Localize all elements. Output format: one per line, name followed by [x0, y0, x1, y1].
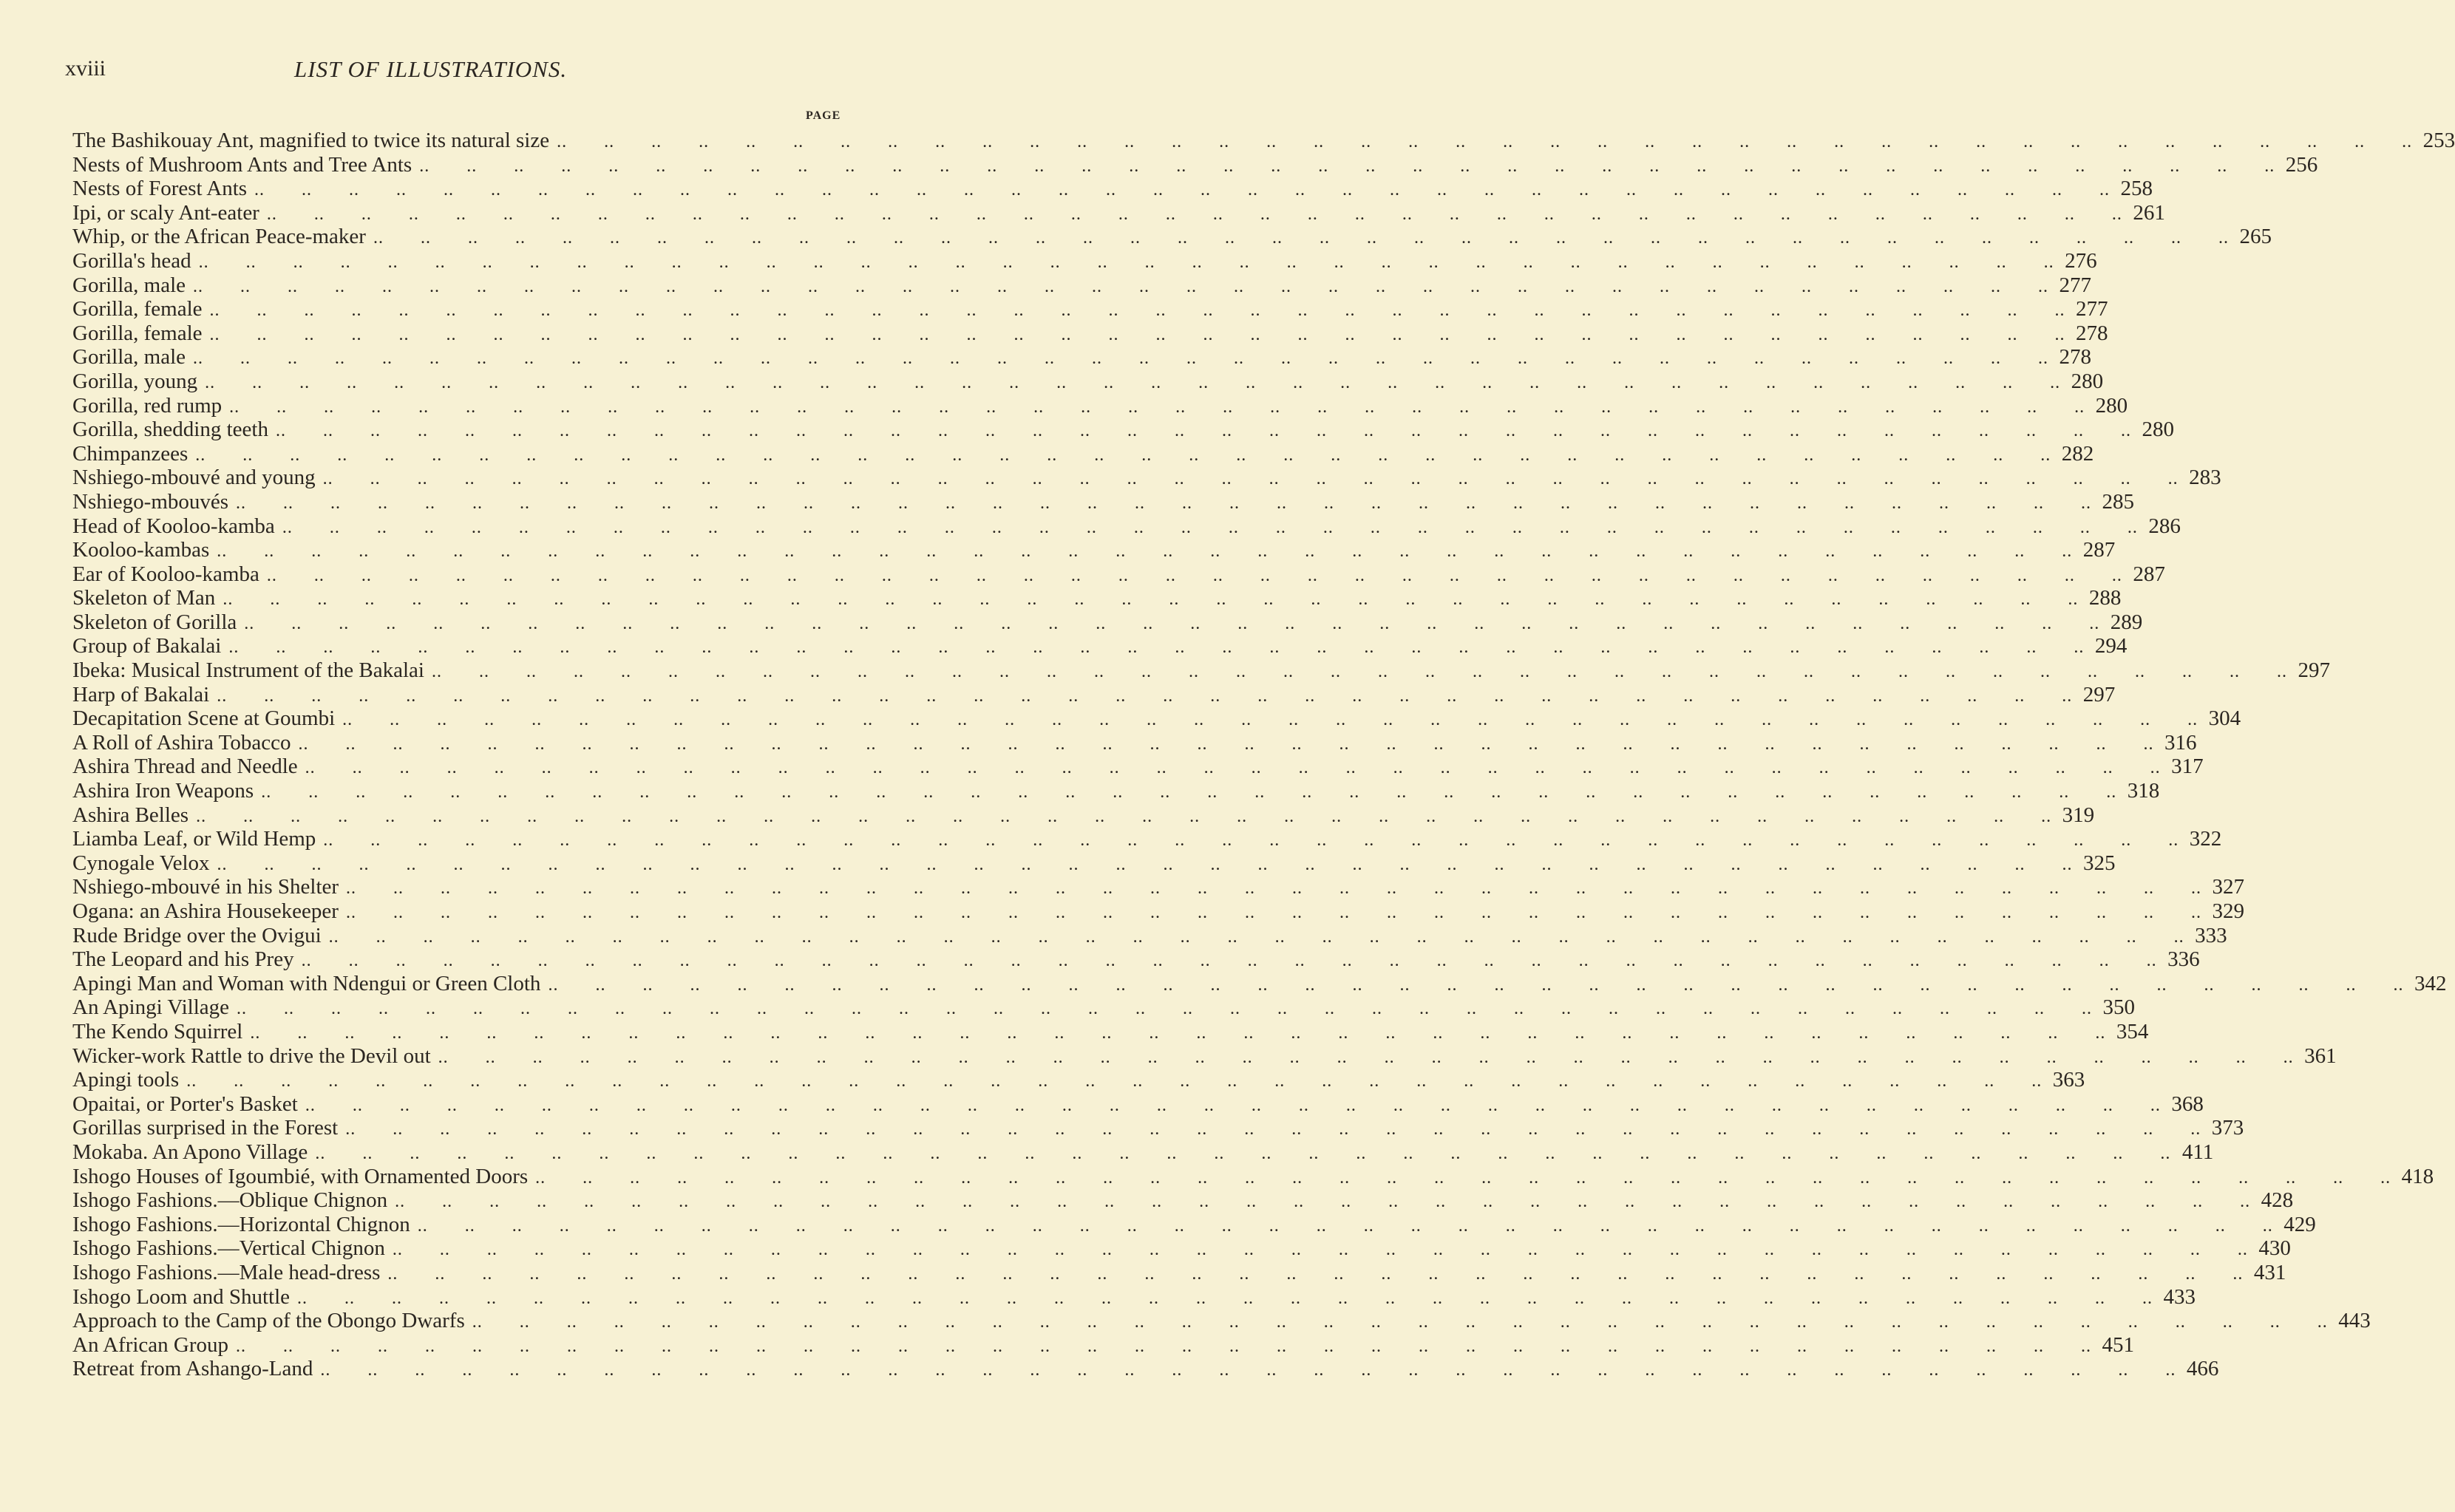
illustration-title: Liamba Leaf, or Wild Hemp: [72, 827, 316, 851]
page-number: 256: [2285, 152, 2318, 177]
page-number: 286: [2148, 514, 2181, 538]
page-number: 280: [2095, 393, 2128, 418]
list-item: [72, 152, 2318, 177]
illustration-title: Kooloo-kambas: [72, 538, 210, 562]
list-item: [72, 851, 2116, 876]
illustration-title: Ishogo Fashions.—Male head-dress: [72, 1260, 381, 1284]
illustration-title: Head of Kooloo-kamba: [72, 514, 275, 538]
leader-dots: .. .. .. .. .. .. .. .. .. .. .. .. .. .. .. .. .. .. .. .. .. .. .. .. .. .. .. .. .. .. .. .. .. .. .. .. .. .. .. ..: [305, 758, 2161, 778]
list-item: [72, 827, 2222, 851]
illustration-title: Nshiego-mbouvés: [72, 489, 229, 514]
list-item: [72, 1068, 2085, 1092]
illustration-title: Gorilla, shedding teeth: [72, 418, 268, 442]
leader-dots: .. .. .. .. .. .. .. .. .. .. .. .. .. .. .. .. .. .. .. .. .. .. .. .. .. .. .. .. .. .. .. .. .. .. .. .. .. .. .. ..: [322, 469, 2179, 489]
illustration-title: Harp of Bakalai: [72, 682, 210, 706]
list-item: [72, 995, 2135, 1020]
list-item: [72, 1116, 2244, 1140]
illustration-title: Nests of Forest Ants: [72, 177, 248, 201]
list-item: [72, 538, 2116, 562]
list-item: [72, 1309, 2371, 1333]
page-number: 354: [2116, 1019, 2149, 1043]
leader-dots: .. .. .. .. .. .. .. .. .. .. .. .. .. .. .. .. .. .. .. .. .. .. .. .. .. .. .. .. .. .. .. .. .. .. .. .. .. .. .. ..: [254, 180, 2111, 200]
list-item: [72, 1019, 2149, 1044]
leader-dots: .. .. .. .. .. .. .. .. .. .. .. .. .. .. .. .. .. .. .. .. .. .. .. .. .. .. .. .. .. .. .. .. .. .. .. .. .. .. .. ..: [305, 1095, 2161, 1115]
illustration-title: Ashira Belles: [72, 803, 189, 827]
page-number: 431: [2253, 1260, 2286, 1284]
page-number: 429: [2283, 1212, 2316, 1236]
leader-dots: .. .. .. .. .. .. .. .. .. .. .. .. .. .. .. .. .. .. .. .. .. .. .. .. .. .. .. .. .. .. .. .. .. .. .. .. .. .. .. ..: [301, 951, 2157, 971]
leader-dots: .. .. .. .. .. .. .. .. .. .. .. .. .. .. .. .. .. .. .. .. .. .. .. .. .. .. .. .. .. .. .. .. .. .. .. .. .. .. .. ..: [342, 710, 2198, 730]
leader-dots: .. .. .. .. .. .. .. .. .. .. .. .. .. .. .. .. .. .. .. .. .. .. .. .. .. .. .. .. .. .. .. .. .. .. .. .. .. .. .. ..: [217, 686, 2073, 706]
page-number: 430: [2258, 1236, 2291, 1261]
page-number: 342: [2414, 971, 2447, 995]
illustration-title: Ear of Kooloo-kamba: [72, 562, 259, 586]
page-number: 297: [2082, 682, 2116, 706]
page-number: 297: [2298, 658, 2330, 683]
list-item: [72, 947, 2200, 972]
page-number: 282: [2061, 441, 2094, 466]
page-number: 333: [2195, 923, 2227, 947]
page-number: 329: [2212, 899, 2244, 923]
list-item: [72, 899, 2244, 924]
illustration-title: Apingi Man and Woman with Ndengui or Green Cloth: [72, 971, 541, 995]
page-number: 304: [2208, 706, 2241, 731]
page-number: 261: [2133, 200, 2165, 225]
list-item: [72, 393, 2128, 418]
leader-dots: .. .. .. .. .. .. .. .. .. .. .. .. .. .. .. .. .. .. .. .. .. .. .. .. .. .. .. .. .. .. .. .. .. .. .. .. .. .. .. ..: [298, 734, 2154, 754]
illustration-title: Ishogo Fashions.—Oblique Chignon: [72, 1188, 388, 1213]
page-number: 428: [2261, 1188, 2294, 1213]
page-number: 277: [2059, 273, 2092, 297]
leader-dots: .. .. .. .. .. .. .. .. .. .. .. .. .. .. .. .. .. .. .. .. .. .. .. .. .. .. .. .. .. .. .. .. .. .. .. .. .. .. .. ..: [431, 662, 2287, 682]
list-item: [72, 1260, 2286, 1285]
page-number: 283: [2189, 466, 2221, 490]
page-column-label: PAGE: [806, 109, 841, 122]
leader-dots: .. .. .. .. .. .. .. .. .. .. .. .. .. .. .. .. .. .. .. .. .. .. .. .. .. .. .. .. .. .. .. .. .. .. .. .. .. .. .. ..: [205, 372, 2061, 392]
page-number: 451: [2102, 1332, 2135, 1357]
illustration-title: Whip, or the African Peace-maker: [72, 225, 366, 249]
page-number: 265: [2239, 225, 2272, 249]
leader-dots: .. .. .. .. .. .. .. .. .. .. .. .. .. .. .. .. .. .. .. .. .. .. .. .. .. .. .. .. .. .. .. .. .. .. .. .. .. .. .. ..: [209, 324, 2065, 344]
illustration-title: An African Group: [72, 1332, 229, 1357]
list-item: [72, 273, 2092, 298]
page-number: 278: [2076, 321, 2108, 345]
leader-dots: .. .. .. .. .. .. .. .. .. .. .. .. .. .. .. .. .. .. .. .. .. .. .. .. .. .. .. .. .. .. .. .. .. .. .. .. .. .. .. ..: [395, 1192, 2251, 1212]
leader-dots: .. .. .. .. .. .. .. .. .. .. .. .. .. .. .. .. .. .. .. .. .. .. .. .. .. .. .. .. .. .. .. .. .. .. .. .. .. .. .. ..: [346, 879, 2202, 899]
list-item: [72, 345, 2092, 370]
illustration-title: Gorilla, female: [72, 321, 203, 345]
illustration-title: Ashira Thread and Needle: [72, 755, 298, 779]
illustration-title: Apingi tools: [72, 1068, 180, 1092]
leader-dots: .. .. .. .. .. .. .. .. .. .. .. .. .. .. .. .. .. .. .. .. .. .. .. .. .. .. .. .. .. .. .. .. .. .. .. .. .. .. .. ..: [373, 228, 2229, 248]
page-number: 322: [2189, 827, 2222, 851]
illustration-title: Chimpanzees: [72, 441, 189, 466]
illustration-title: Decapitation Scene at Goumbi: [72, 706, 336, 731]
page-number: 317: [2171, 755, 2204, 779]
leader-dots: .. .. .. .. .. .. .. .. .. .. .. .. .. .. .. .. .. .. .. .. .. .. .. .. .. .. .. .. .. .. .. .. .. .. .. .. .. .. .. ..: [217, 854, 2073, 874]
page-number: 318: [2127, 779, 2160, 803]
page-number: 336: [2167, 947, 2200, 972]
illustration-title: An Apingi Village: [72, 995, 229, 1020]
leader-dots: .. .. .. .. .. .. .. .. .. .. .. .. .. .. .. .. .. .. .. .. .. .. .. .. .. .. .. .. .. .. .. .. .. .. .. .. .. .. .. ..: [236, 1336, 2092, 1356]
list-item: [72, 297, 2108, 321]
illustration-title: Opaitai, or Porter's Basket: [72, 1092, 298, 1116]
illustration-title: Ipi, or scaly Ant-eater: [72, 200, 259, 225]
illustration-title: Gorilla, red rump: [72, 393, 223, 418]
leader-dots: .. .. .. .. .. .. .. .. .. .. .. .. .. .. .. .. .. .. .. .. .. .. .. .. .. .. .. .. .. .. .. .. .. .. .. .. .. .. .. ..: [275, 421, 2131, 441]
page-number: 327: [2212, 875, 2245, 899]
leader-dots: .. .. .. .. .. .. .. .. .. .. .. .. .. .. .. .. .. .. .. .. .. .. .. .. .. .. .. .. .. .. .. .. .. .. .. .. .. .. .. ..: [195, 445, 2051, 465]
leader-dots: .. .. .. .. .. .. .. .. .. .. .. .. .. .. .. .. .. .. .. .. .. .. .. .. .. .. .. .. .. .. .. .. .. .. .. .. .. .. .. ..: [323, 831, 2179, 851]
page-number: 288: [2088, 586, 2122, 610]
leader-dots: .. .. .. .. .. .. .. .. .. .. .. .. .. .. .. .. .. .. .. .. .. .. .. .. .. .. .. .. .. .. .. .. .. .. .. .. .. .. .. ..: [297, 1288, 2153, 1308]
list-item: [72, 369, 2104, 394]
leader-dots: .. .. .. .. .. .. .. .. .. .. .. .. .. .. .. .. .. .. .. .. .. .. .. .. .. .. .. .. .. .. .. .. .. .. .. .. .. .. .. ..: [345, 903, 2201, 922]
illustration-title: Rude Bridge over the Ovigui: [72, 923, 322, 947]
page-number: 418: [2401, 1164, 2434, 1188]
list-item: [72, 610, 2143, 635]
page-number: 316: [2164, 730, 2197, 755]
illustration-title: Nshiego-mbouvé in his Shelter: [72, 875, 339, 899]
list-item: [72, 658, 2330, 683]
list-item: [72, 923, 2227, 948]
list-item: [72, 200, 2165, 225]
list-item: [72, 177, 2153, 201]
leader-dots: .. .. .. .. .. .. .. .. .. .. .. .. .. .. .. .. .. .. .. .. .. .. .. .. .. .. .. .. .. .. .. .. .. .. .. .. .. .. .. ..: [535, 1168, 2391, 1188]
leader-dots: .. .. .. .. .. .. .. .. .. .. .. .. .. .. .. .. .. .. .. .. .. .. .. .. .. .. .. .. .. .. .. .. .. .. .. .. .. .. .. ..: [282, 517, 2138, 537]
illustration-title: The Leopard and his Prey: [72, 947, 294, 972]
illustration-title: Ashira Iron Weapons: [72, 779, 254, 803]
leader-dots: .. .. .. .. .. .. .. .. .. .. .. .. .. .. .. .. .. .. .. .. .. .. .. .. .. .. .. .. .. .. .. .. .. .. .. .. .. .. .. ..: [261, 783, 2117, 803]
page-number: 294: [2094, 634, 2128, 658]
list-item: [72, 441, 2094, 466]
list-item: [72, 1357, 2219, 1381]
illustration-title: The Bashikouay Ant, magnified to twice its natural size: [72, 129, 550, 152]
illustration-title: Cynogale Velox: [72, 851, 210, 875]
leader-dots: .. .. .. .. .. .. .. .. .. .. .. .. .. .. .. .. .. .. .. .. .. .. .. .. .. .. .. .. .. .. .. .. .. .. .. .. .. .. .. ..: [228, 638, 2085, 658]
leader-dots: .. .. .. .. .. .. .. .. .. .. .. .. .. .. .. .. .. .. .. .. .. .. .. .. .. .. .. .. .. .. .. .. .. .. .. .. .. .. .. ..: [315, 1143, 2171, 1163]
leader-dots: .. .. .. .. .. .. .. .. .. .. .. .. .. .. .. .. .. .. .. .. .. .. .. .. .. .. .. .. .. .. .. .. .. .. .. .. .. .. .. ..: [345, 1120, 2201, 1140]
page-number: 368: [2171, 1092, 2204, 1116]
page-number: 280: [2142, 418, 2174, 442]
leader-dots: .. .. .. .. .. .. .. .. .. .. .. .. .. .. .. .. .. .. .. .. .. .. .. .. .. .. .. .. .. .. .. .. .. .. .. .. .. .. .. ..: [244, 613, 2100, 633]
illustration-title: Ishogo Loom and Shuttle: [72, 1284, 291, 1309]
leader-dots: .. .. .. .. .. .. .. .. .. .. .. .. .. .. .. .. .. .. .. .. .. .. .. .. .. .. .. .. .. .. .. .. .. .. .. .. .. .. .. ..: [217, 542, 2073, 562]
illustration-title: Ishogo Houses of Igoumbié, with Ornamented Doors: [72, 1164, 529, 1188]
list-item: [72, 1092, 2204, 1117]
page-number: 285: [2102, 489, 2135, 514]
leader-dots: .. .. .. .. .. .. .. .. .. .. .. .. .. .. .. .. .. .. .. .. .. .. .. .. .. .. .. .. .. .. .. .. .. .. .. .. .. .. .. ..: [193, 349, 2049, 369]
page-number: 278: [2059, 345, 2092, 370]
list-item: [72, 730, 2197, 755]
illustration-title: Mokaba. An Apono Village: [72, 1140, 308, 1164]
page-number: 287: [2082, 538, 2116, 562]
illustration-title: Ishogo Fashions.—Vertical Chignon: [72, 1236, 385, 1261]
list-item: [72, 248, 2097, 273]
list-item: [72, 418, 2174, 442]
page-number: 277: [2076, 297, 2108, 321]
illustration-title: Retreat from Ashango-Land: [72, 1357, 313, 1381]
page-number: 253: [2422, 129, 2455, 152]
page-number: 361: [2304, 1043, 2337, 1068]
page-number: 411: [2181, 1140, 2214, 1164]
illustration-title: The Kendo Squirrel: [72, 1019, 243, 1043]
list-item: [72, 755, 2204, 779]
page-number: 258: [2120, 177, 2153, 201]
leader-dots: .. .. .. .. .. .. .. .. .. .. .. .. .. .. .. .. .. .. .. .. .. .. .. .. .. .. .. .. .. .. .. .. .. .. .. .. .. .. .. ..: [392, 1240, 2248, 1260]
list-item: [72, 514, 2181, 539]
illustration-title: A Roll of Ashira Tobacco: [72, 730, 291, 755]
illustration-title: Ishogo Fashions.—Horizontal Chignon: [72, 1212, 410, 1236]
page-folio: xviii: [65, 56, 106, 81]
leader-dots: .. .. .. .. .. .. .. .. .. .. .. .. .. .. .. .. .. .. .. .. .. .. .. .. .. .. .. .. .. .. .. .. .. .. .. .. .. .. .. ..: [438, 1047, 2294, 1067]
illustration-title: Wicker-work Rattle to drive the Devil out: [72, 1043, 431, 1068]
list-item: [72, 1212, 2316, 1237]
page-number: 287: [2133, 562, 2165, 586]
list-item: [72, 586, 2122, 610]
leader-dots: .. .. .. .. .. .. .. .. .. .. .. .. .. .. .. .. .. .. .. .. .. .. .. .. .. .. .. .. .. .. .. .. .. .. .. .. .. .. .. ..: [387, 1264, 2244, 1284]
leader-dots: .. .. .. .. .. .. .. .. .. .. .. .. .. .. .. .. .. .. .. .. .. .. .. .. .. .. .. .. .. .. .. .. .. .. .. .. .. .. .. ..: [236, 493, 2092, 513]
list-item: [72, 682, 2116, 707]
page-number: 289: [2110, 610, 2143, 634]
list-item: [72, 875, 2245, 899]
list-item: [72, 562, 2165, 587]
list-item: [72, 1188, 2294, 1213]
page-title: LIST OF ILLUSTRATIONS.: [294, 56, 568, 82]
list-item: [72, 321, 2108, 346]
leader-dots: .. .. .. .. .. .. .. .. .. .. .. .. .. .. .. .. .. .. .. .. .. .. .. .. .. .. .. .. .. .. .. .. .. .. .. .. .. .. .. ..: [548, 975, 2404, 995]
illustration-title: Nshiego-mbouvé and young: [72, 466, 316, 490]
page-number: 319: [2062, 803, 2095, 827]
illustrations-list: [72, 129, 2455, 1381]
list-item: [72, 971, 2447, 996]
leader-dots: .. .. .. .. .. .. .. .. .. .. .. .. .. .. .. .. .. .. .. .. .. .. .. .. .. .. .. .. .. .. .. .. .. .. .. .. .. .. .. ..: [250, 1023, 2106, 1043]
list-item: [72, 1332, 2135, 1358]
page-number: 466: [2186, 1357, 2219, 1381]
page-number: 325: [2083, 851, 2116, 875]
illustration-title: Skeleton of Man: [72, 586, 216, 610]
illustration-title: Group of Bakalai: [72, 634, 222, 658]
list-item: [72, 1043, 2337, 1069]
page-number: 433: [2163, 1284, 2196, 1309]
illustration-title: Gorilla, male: [72, 273, 186, 297]
list-item: [72, 1284, 2196, 1310]
leader-dots: .. .. .. .. .. .. .. .. .. .. .. .. .. .. .. .. .. .. .. .. .. .. .. .. .. .. .. .. .. .. .. .. .. .. .. .. .. .. .. ..: [320, 1361, 2176, 1380]
list-item: [72, 1140, 2214, 1165]
list-item: [72, 129, 2455, 153]
illustration-title: Gorilla, male: [72, 345, 186, 370]
page-number: 276: [2065, 248, 2097, 273]
list-item: [72, 634, 2128, 658]
page-number: 373: [2211, 1116, 2244, 1140]
illustration-title: Gorilla, young: [72, 369, 198, 393]
illustration-title: Gorillas surprised in the Forest: [72, 1116, 339, 1140]
leader-dots: .. .. .. .. .. .. .. .. .. .. .. .. .. .. .. .. .. .. .. .. .. .. .. .. .. .. .. .. .. .. .. .. .. .. .. .. .. .. .. ..: [229, 397, 2085, 417]
leader-dots: .. .. .. .. .. .. .. .. .. .. .. .. .. .. .. .. .. .. .. .. .. .. .. .. .. .. .. .. .. .. .. .. .. .. .. .. .. .. .. ..: [419, 156, 2275, 176]
illustration-title: Nests of Mushroom Ants and Tree Ants: [72, 152, 412, 177]
leader-dots: .. .. .. .. .. .. .. .. .. .. .. .. .. .. .. .. .. .. .. .. .. .. .. .. .. .. .. .. .. .. .. .. .. .. .. .. .. .. .. ..: [209, 301, 2065, 321]
list-item: [72, 225, 2272, 249]
leader-dots: .. .. .. .. .. .. .. .. .. .. .. .. .. .. .. .. .. .. .. .. .. .. .. .. .. .. .. .. .. .. .. .. .. .. .. .. .. .. .. ..: [223, 590, 2079, 610]
leader-dots: .. .. .. .. .. .. .. .. .. .. .. .. .. .. .. .. .. .. .. .. .. .. .. .. .. .. .. .. .. .. .. .. .. .. .. .. .. .. .. ..: [328, 927, 2184, 947]
leader-dots: .. .. .. .. .. .. .. .. .. .. .. .. .. .. .. .. .. .. .. .. .. .. .. .. .. .. .. .. .. .. .. .. .. .. .. .. .. .. .. ..: [266, 204, 2122, 224]
list-item: [72, 1236, 2291, 1261]
leader-dots: .. .. .. .. .. .. .. .. .. .. .. .. .. .. .. .. .. .. .. .. .. .. .. .. .. .. .. .. .. .. .. .. .. .. .. .. .. .. .. ..: [186, 1072, 2043, 1092]
leader-dots: .. .. .. .. .. .. .. .. .. .. .. .. .. .. .. .. .. .. .. .. .. .. .. .. .. .. .. .. .. .. .. .. .. .. .. .. .. .. .. ..: [472, 1312, 2328, 1332]
list-item: [72, 803, 2095, 828]
illustration-title: Ibeka: Musical Instrument of the Bakalai: [72, 658, 424, 683]
page-number: 280: [2071, 369, 2104, 393]
leader-dots: .. .. .. .. .. .. .. .. .. .. .. .. .. .. .. .. .. .. .. .. .. .. .. .. .. .. .. .. .. .. .. .. .. .. .. .. .. .. .. ..: [237, 999, 2092, 1019]
leader-dots: .. .. .. .. .. .. .. .. .. .. .. .. .. .. .. .. .. .. .. .. .. .. .. .. .. .. .. .. .. .. .. .. .. .. .. .. .. .. .. ..: [417, 1216, 2273, 1236]
illustration-title: Ogana: an Ashira Housekeeper: [72, 899, 339, 923]
leader-dots: .. .. .. .. .. .. .. .. .. .. .. .. .. .. .. .. .. .. .. .. .. .. .. .. .. .. .. .. .. .. .. .. .. .. .. .. .. .. .. ..: [557, 132, 2413, 151]
page-number: 350: [2102, 995, 2135, 1020]
page-number: 363: [2052, 1068, 2085, 1092]
illustration-title: Gorilla, female: [72, 297, 203, 321]
leader-dots: .. .. .. .. .. .. .. .. .. .. .. .. .. .. .. .. .. .. .. .. .. .. .. .. .. .. .. .. .. .. .. .. .. .. .. .. .. .. .. ..: [198, 252, 2054, 272]
list-item: [72, 706, 2241, 731]
illustration-title: Gorilla's head: [72, 248, 191, 273]
leader-dots: .. .. .. .. .. .. .. .. .. .. .. .. .. .. .. .. .. .. .. .. .. .. .. .. .. .. .. .. .. .. .. .. .. .. .. .. .. .. .. ..: [266, 565, 2122, 585]
list-item: [72, 1164, 2434, 1189]
list-item: [72, 466, 2221, 490]
illustration-title: Approach to the Camp of the Obongo Dwarfs: [72, 1309, 465, 1333]
leader-dots: .. .. .. .. .. .. .. .. .. .. .. .. .. .. .. .. .. .. .. .. .. .. .. .. .. .. .. .. .. .. .. .. .. .. .. .. .. .. .. ..: [196, 806, 2052, 826]
list-item: [72, 489, 2135, 514]
page-number: 443: [2338, 1309, 2371, 1333]
list-item: [72, 779, 2160, 803]
leader-dots: .. .. .. .. .. .. .. .. .. .. .. .. .. .. .. .. .. .. .. .. .. .. .. .. .. .. .. .. .. .. .. .. .. .. .. .. .. .. .. ..: [193, 276, 2049, 296]
illustration-title: Skeleton of Gorilla: [72, 610, 237, 634]
